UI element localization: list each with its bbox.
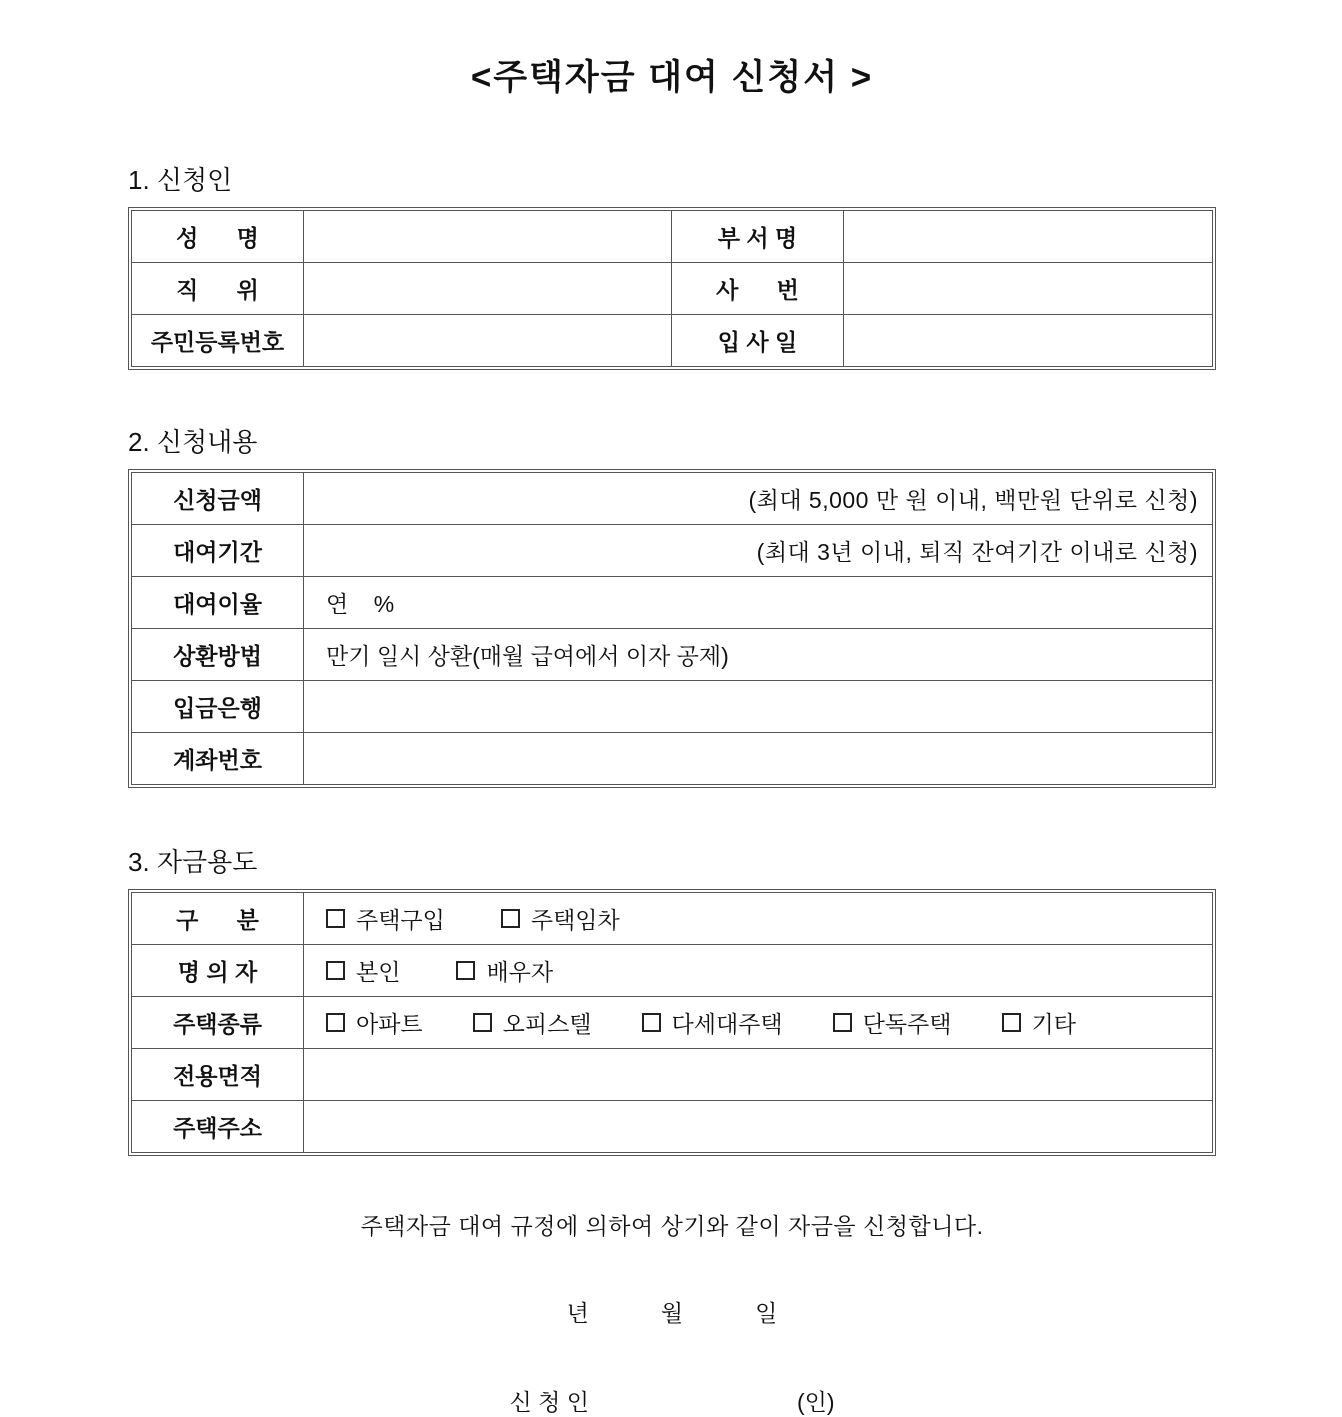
section-usage xyxy=(128,842,1216,1156)
section-heading-application: 2. 신청내용 xyxy=(128,427,258,457)
field-value-housing-address[interactable] xyxy=(304,1101,1213,1153)
loan-period-note: (최대 3년 이내, 퇴직 잔여기간 이내로 신청) xyxy=(756,539,1198,565)
field-value-title-holder xyxy=(304,945,1213,997)
field-label-loan-period: 대여기간 xyxy=(132,525,304,577)
field-label-housing-address: 주택주소 xyxy=(132,1101,304,1153)
date-day-label: 일 xyxy=(755,1300,778,1326)
option-label: 단독주택 xyxy=(862,1011,952,1037)
field-value-loan-period[interactable] xyxy=(304,525,1213,577)
field-label-housing-type: 주택종류 xyxy=(132,997,304,1049)
option-label: 기타 xyxy=(1031,1011,1076,1037)
field-label-loan-amount: 신청금액 xyxy=(132,473,304,525)
interest-rate-value: 연 % xyxy=(326,591,395,617)
field-value-category xyxy=(304,893,1213,945)
field-value-resident-id[interactable] xyxy=(304,315,672,367)
field-label-join-date: 입 사 일 xyxy=(672,315,844,367)
option-detached-house xyxy=(833,1006,952,1039)
applicant-table xyxy=(128,207,1216,370)
checkbox-icon[interactable] xyxy=(326,961,345,980)
field-label-repayment-method: 상환방법 xyxy=(132,629,304,681)
option-label: 아파트 xyxy=(356,1011,423,1037)
table-row xyxy=(132,263,1213,315)
field-value-repayment-method xyxy=(304,629,1213,681)
field-value-position[interactable] xyxy=(304,263,672,315)
option-label: 주택임차 xyxy=(530,907,620,933)
field-label-deposit-bank: 입금은행 xyxy=(132,681,304,733)
field-label-position: 직 위 xyxy=(132,263,304,315)
table-row xyxy=(132,629,1213,681)
option-label: 본인 xyxy=(356,959,401,985)
table-row xyxy=(132,525,1213,577)
field-value-deposit-bank[interactable] xyxy=(304,681,1213,733)
field-value-employee-number[interactable] xyxy=(844,263,1213,315)
field-label-interest-rate: 대여이율 xyxy=(132,577,304,629)
option-label: 배우자 xyxy=(486,959,554,985)
document-title: <주택자금 대여 신청서 > xyxy=(470,58,874,97)
date-line xyxy=(128,1295,1216,1328)
table-row xyxy=(132,681,1213,733)
field-value-interest-rate[interactable] xyxy=(304,577,1213,629)
application-table xyxy=(128,469,1216,788)
option-house-lease xyxy=(501,902,620,935)
section-applicant xyxy=(128,160,1216,370)
table-row xyxy=(132,945,1213,997)
table-row xyxy=(132,315,1213,367)
table-row xyxy=(132,473,1213,525)
usage-table xyxy=(128,889,1216,1156)
seal-label: (인) xyxy=(796,1389,835,1415)
field-label-category: 구 분 xyxy=(132,893,304,945)
field-value-housing-type xyxy=(304,997,1213,1049)
date-year-label: 년 xyxy=(566,1300,589,1326)
section-heading-usage: 3. 자금용도 xyxy=(128,847,258,877)
date-month-label: 월 xyxy=(660,1300,684,1326)
field-value-exclusive-area[interactable] xyxy=(304,1049,1213,1101)
repayment-method-value: 만기 일시 상환(매월 급여에서 이자 공제) xyxy=(326,643,729,669)
table-row xyxy=(132,1101,1213,1153)
field-label-resident-id: 주민등록번호 xyxy=(132,315,304,367)
checkbox-icon[interactable] xyxy=(833,1013,852,1032)
option-apartment xyxy=(326,1006,423,1039)
field-label-name: 성 명 xyxy=(132,211,304,263)
section-heading-applicant: 1. 신청인 xyxy=(128,165,233,195)
checkbox-icon[interactable] xyxy=(326,1013,345,1032)
field-label-account-number: 계좌번호 xyxy=(132,733,304,785)
option-other xyxy=(1002,1006,1076,1039)
table-row xyxy=(132,1049,1213,1101)
option-officetel xyxy=(473,1006,592,1039)
table-row xyxy=(132,211,1213,263)
checkbox-icon[interactable] xyxy=(326,909,345,928)
signer-label: 신 청 인 xyxy=(509,1389,589,1415)
option-label: 다세대주택 xyxy=(671,1011,783,1037)
table-row xyxy=(132,893,1213,945)
field-label-title-holder: 명 의 자 xyxy=(132,945,304,997)
field-value-name[interactable] xyxy=(304,211,672,263)
field-value-loan-amount[interactable] xyxy=(304,473,1213,525)
checkbox-icon[interactable] xyxy=(473,1013,492,1032)
table-row xyxy=(132,577,1213,629)
section-application xyxy=(128,422,1216,788)
field-label-exclusive-area: 전용면적 xyxy=(132,1049,304,1101)
checkbox-icon[interactable] xyxy=(1002,1013,1021,1032)
checkbox-icon[interactable] xyxy=(642,1013,661,1032)
field-value-department[interactable] xyxy=(844,211,1213,263)
checkbox-icon[interactable] xyxy=(501,909,520,928)
field-label-employee-number: 사 번 xyxy=(672,263,844,315)
option-label: 오피스텔 xyxy=(502,1011,592,1037)
signature-line xyxy=(128,1384,1216,1417)
loan-amount-note: (최대 5,000 만 원 이내, 백만원 단위로 신청) xyxy=(748,487,1198,513)
field-value-join-date[interactable] xyxy=(844,315,1213,367)
option-multi-family xyxy=(642,1006,783,1039)
table-row xyxy=(132,733,1213,785)
field-value-account-number[interactable] xyxy=(304,733,1213,785)
declaration-statement: 주택자금 대여 규정에 의하여 상기와 같이 자금을 신청합니다. xyxy=(360,1213,984,1239)
table-row xyxy=(132,997,1213,1049)
option-label: 주택구입 xyxy=(356,907,445,933)
option-self xyxy=(326,954,400,987)
option-spouse xyxy=(456,954,553,987)
checkbox-icon[interactable] xyxy=(456,961,475,980)
field-label-department: 부 서 명 xyxy=(672,211,844,263)
option-house-purchase xyxy=(326,902,445,935)
